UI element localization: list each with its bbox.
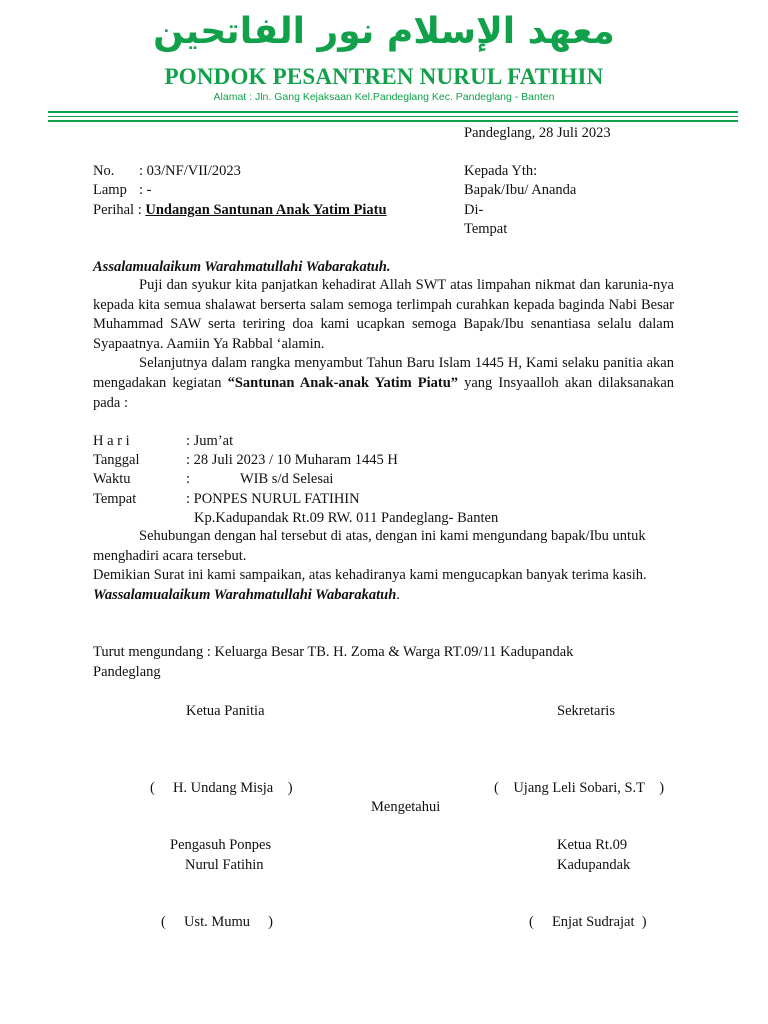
meta-perihal: [93, 201, 387, 220]
detail-time-value: WIB s/d Selesai: [240, 471, 334, 487]
detail-time-label: Waktu: [93, 471, 131, 487]
detail-place-address: Kp.Kadupandak Rt.09 RW. 011 Pandeglang- Banten: [194, 510, 499, 526]
farewell-line: [93, 586, 674, 606]
arabic-institution-name: معهد الإسلام نور الفاتحين: [153, 11, 615, 52]
event-name: “Santunan Anak-anak Yatim Piatu”: [227, 374, 459, 391]
letterhead-rule-middle: [48, 116, 738, 117]
mengetahui-label: Mengetahui: [371, 799, 441, 815]
meta-lamp-label: Lamp: [93, 182, 127, 198]
recipient-line-1: Kepada Yth:: [464, 163, 538, 179]
meta-no-value: : 03/NF/VII/2023: [139, 163, 241, 179]
closing-paragraph-2: Demikian Surat ini kami sampaikan, atas kehadiranya kami mengucapkan banyak terima kasih.: [93, 567, 647, 584]
signature-title-pengasuh-1: Pengasuh Ponpes: [170, 837, 272, 853]
detail-place-value: : PONPES NURUL FATIHIN: [186, 491, 360, 507]
detail-date-label: Tanggal: [93, 452, 140, 468]
farewell-dot: .: [396, 586, 400, 603]
greeting: Assalamualaikum Warahmatullahi Wabarakatuh.: [93, 259, 391, 275]
institution-address: Alamat : Jln. Gang Kejaksaan Kel.Pandeglang Kec. Pandeglang - Banten: [213, 91, 555, 103]
signature-name-sekretaris: ( Ujang Leli Sobari, S.T ): [494, 780, 665, 796]
detail-place-label: Tempat: [93, 491, 137, 507]
signature-name-pengasuh: ( Ust. Mumu ): [161, 914, 273, 930]
co-inviter: Turut mengundang : Keluarga Besar TB. H. Zoma & Warga RT.09/11 Kadupandak Pandeglang: [93, 644, 574, 680]
closing-paragraph-1: Sehubungan dengan hal tersebut di atas, dengan ini kami mengundang bapak/Ibu untuk menghadiri acara tersebut.: [93, 528, 646, 564]
farewell: Wassalamualaikum Warahmatullahi Wabarakatuh: [93, 586, 397, 603]
recipient-line-3: Di-: [464, 202, 484, 218]
meta-no-label: No.: [93, 163, 115, 179]
signature-name-ketua-rt: ( Enjat Sudrajat ): [529, 914, 647, 930]
signature-title-sekretaris: Sekretaris: [557, 703, 615, 719]
signature-title-ketua-rt-2: Kadupandak: [557, 857, 631, 873]
signature-title-ketua-rt-1: Ketua Rt.09: [557, 837, 628, 853]
detail-day-value: : Jum’at: [186, 433, 234, 449]
body-paragraphs: [93, 276, 674, 413]
body-paragraph-2-start: Selanjutnya dalam rangka menyambut Tahun Baru Islam 1445 H, Kami selaku panitia akan mengadakan kegiatan: [93, 355, 674, 391]
body-paragraph-2: [93, 354, 674, 413]
letterhead-rule-bottom: [48, 120, 738, 122]
body-paragraph-2-end: yang Insyaalloh akan dilaksanakan pada :: [93, 374, 674, 411]
letter-date: Pandeglang, 28 Juli 2023: [464, 125, 611, 141]
meta-perihal-label: Perihal :: [93, 202, 142, 218]
detail-date-value: : 28 Juli 2023 / 10 Muharam 1445 H: [186, 452, 398, 468]
signature-name-ketua-panitia: ( H. Undang Misja ): [150, 780, 293, 796]
recipient-line-4: Tempat: [464, 221, 508, 237]
letterhead-rule-top: [48, 111, 738, 113]
meta-perihal-value: Undangan Santunan Anak Yatim Piatu: [145, 202, 387, 218]
meta-lamp-value: : -: [139, 182, 152, 198]
detail-day-label: H a r i: [93, 433, 130, 449]
detail-time-colon: :: [186, 471, 191, 487]
body-paragraph-1: Puji dan syukur kita panjatkan kehadirat Allah SWT atas limpahan nikmat dan karunia-nya kepada kita semua shalawat berserta salam semoga terlimpah curahkan kepada baginda Nabi Besar Muhammad SAW serta teriring doa kami ucapkan semoga Bapak/Ibu senantiasa selalu dalam Syapaatnya. Aamiin Ya Rabbal ‘alamin.: [93, 277, 674, 352]
institution-name: PONDOK PESANTREN NURUL FATIHIN: [164, 64, 604, 89]
signature-title-ketua-panitia: Ketua Panitia: [186, 703, 265, 719]
recipient-line-2: Bapak/Ibu/ Ananda: [464, 182, 577, 198]
signature-title-pengasuh-2: Nurul Fatihin: [185, 857, 264, 873]
closing-paragraphs: [93, 527, 674, 605]
